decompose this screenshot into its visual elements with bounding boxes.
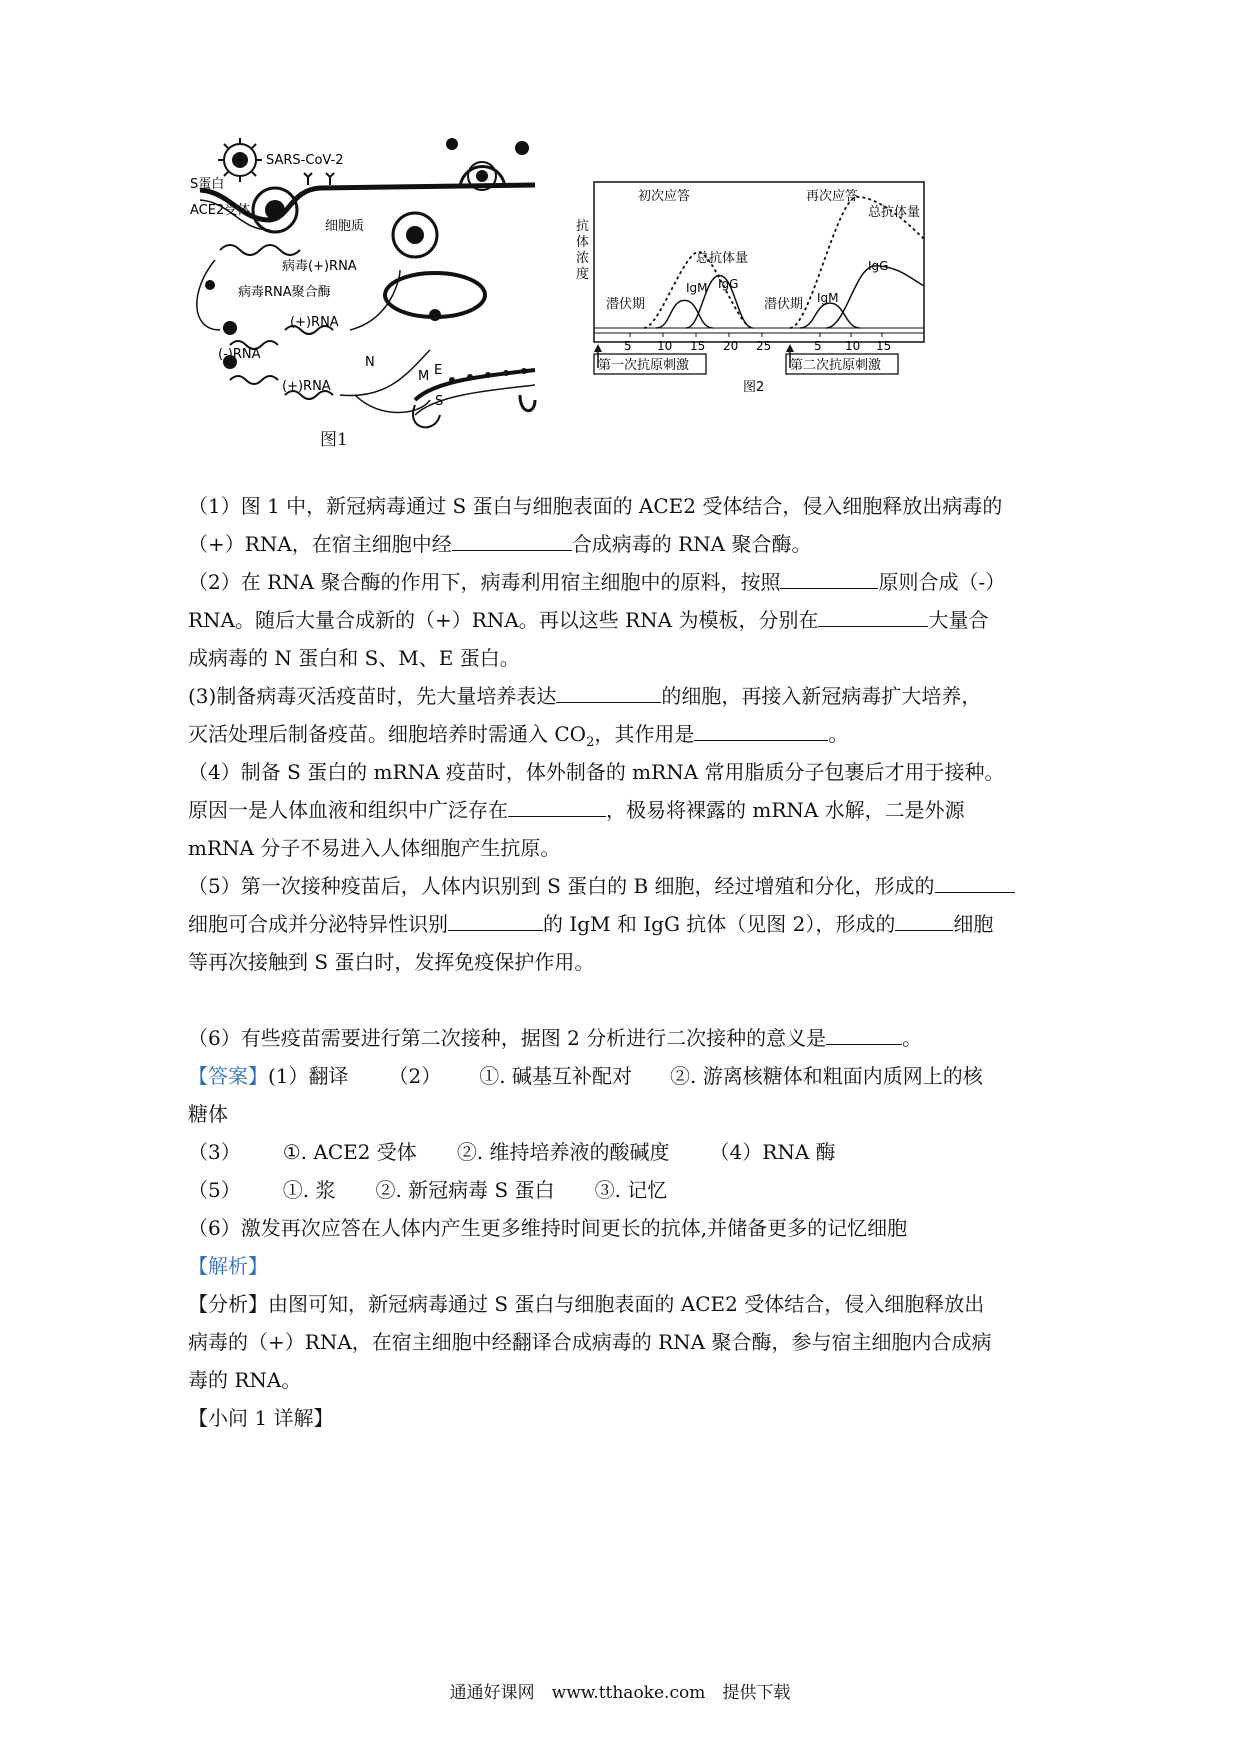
figure2-chart <box>568 170 940 400</box>
analysis-line1: 【分析】由图可知，新冠病毒通过 S 蛋白与细胞表面的 ACE2 受体结合，侵入细胞释放出 <box>188 1292 985 1316</box>
ylabel-char4: 度 <box>576 267 590 282</box>
figure1-diagram <box>190 130 550 450</box>
answer-blank[interactable] <box>780 570 878 589</box>
ylabel-char1: 抗 <box>576 219 590 234</box>
virus-icon <box>446 138 529 155</box>
q3-line2: 灭活处理后制备疫苗。细胞培养时需通入 $CO_2$，其作用是 。 <box>188 722 849 750</box>
q2-line3: 成病毒的 N 蛋白和 S、M、E 蛋白。 <box>188 646 520 670</box>
label-minus-rna: (-)RNA <box>218 347 261 362</box>
q4-line3: mRNA 分子不易进入人体细胞产生抗原。 <box>188 836 561 860</box>
q5-line1: （5）第一次接种疫苗后，人体内识别到 S 蛋白的 B 细胞，经过增殖和分化，形成的 <box>188 872 1068 900</box>
label-rna-polymerase: 病毒RNA聚合酶 <box>238 285 331 300</box>
q1-line2: （+）RNA，在宿主细胞中经 合成病毒的 RNA 聚合酶。 <box>188 532 812 556</box>
answer-blank[interactable] <box>935 874 1015 893</box>
q5-line2: 细胞可合成并分泌特异性识别 的 IgM 和 IgG 抗体（见图 2），形成的 细胞 <box>188 912 994 936</box>
label-sars: SARS-CoV-2 <box>266 153 344 168</box>
ylabel-char2: 体 <box>576 235 590 250</box>
analysis-line3: 毒的 RNA。 <box>188 1368 302 1392</box>
q6-line: （6）有些疫苗需要进行第二次接种，据图 2 分析进行二次接种的意义是 。 <box>188 1026 923 1050</box>
answer-line3: （3） ①. ACE2 受体 ②. 维持培养液的酸碱度 （4）RNA 酶 <box>188 1140 836 1164</box>
x-tick-label: 10 <box>657 339 673 353</box>
legend-igm-2: IgM <box>817 291 839 305</box>
q2-line1: （2）在 RNA 聚合酶的作用下，病毒利用宿主细胞中的原料，按照 原则合成（-） <box>188 570 1006 594</box>
label-plus-rna-2: (+)RNA <box>282 379 331 394</box>
sars-cov2-virus-icon <box>218 138 262 182</box>
q3-line1: (3)制备病毒灭活疫苗时，先大量培养表达 的细胞，再接入新冠病毒扩大培养， <box>188 684 982 708</box>
label-n: N <box>365 355 375 370</box>
page-footer: 通通好课网 www.tthaoke.com 提供下载 <box>449 1683 791 1703</box>
q4-line2: 原因一是人体血液和组织中广泛存在 ，极易将裸露的 mRNA 水解，二是外源 <box>188 798 965 822</box>
figure1-caption: 图1 <box>320 430 348 450</box>
answer-blank[interactable] <box>508 798 606 817</box>
label-ace2: ACE2受体 <box>190 203 251 218</box>
label-s-protein: S蛋白 <box>190 177 225 192</box>
sub-question-1-heading: 【小问 1 详解】 <box>188 1406 334 1430</box>
answer-blank[interactable] <box>694 722 828 741</box>
label-plus-rna: (+)RNA <box>290 315 339 330</box>
answer-line4: （5） ①. 浆 ②. 新冠病毒 S 蛋白 ③. 记忆 <box>188 1178 668 1202</box>
ylabel-char3: 浓 <box>576 251 590 266</box>
answer-blank[interactable] <box>448 912 543 931</box>
x-tick-label: 10 <box>845 339 861 353</box>
legend-total-2: 总抗体量 <box>868 205 921 220</box>
section-secondary: 再次应答 <box>806 189 859 204</box>
label-cytoplasm: 细胞质 <box>325 219 365 234</box>
x-tick-label: 25 <box>756 339 772 353</box>
label-e: E <box>434 363 443 378</box>
answer-line5: （6）激发再次应答在人体内产生更多维持时间更长的抗体,并储备更多的记忆细胞 <box>188 1216 908 1240</box>
figure2-caption: 图2 <box>743 380 765 395</box>
phase-latent-1: 潜伏期 <box>606 297 646 312</box>
series-igg-secondary <box>826 266 924 328</box>
q4-line1: （4）制备 S 蛋白的 mRNA 疫苗时，体外制备的 mRNA 常用脂质分子包裹后才用于接种。 <box>188 760 1005 784</box>
answer-blank[interactable] <box>452 532 572 551</box>
answer-blank[interactable] <box>826 1026 902 1045</box>
label-plus-rna-virus: 病毒(+)RNA <box>282 259 357 274</box>
answer-line2: 糖体 <box>188 1102 228 1126</box>
series-igm-secondary <box>800 303 860 328</box>
answer-tag: 【答案】 <box>188 1064 268 1088</box>
answer-blank[interactable] <box>556 684 661 703</box>
legend-total-1: 总抗体量 <box>696 251 749 266</box>
q2-line2: RNA。随后大量合成新的（+）RNA。再以这些 RNA 为模板，分别在 大量合 <box>188 608 989 632</box>
section-primary: 初次应答 <box>638 189 691 204</box>
answer-blank[interactable] <box>895 912 953 931</box>
stim-label-2: 第二次抗原刺激 <box>790 358 882 373</box>
x-tick-label: 15 <box>876 339 892 353</box>
q5-line3: 等再次接触到 S 蛋白时，发挥免疫保护作用。 <box>188 950 595 974</box>
x-ticks-first <box>624 333 771 353</box>
phase-latent-2: 潜伏期 <box>764 297 804 312</box>
legend-igg-1: IgG <box>718 277 739 291</box>
x-tick-label: 5 <box>814 339 822 353</box>
x-ticks-second <box>814 333 891 353</box>
label-m: M <box>418 369 430 384</box>
x-tick-label: 20 <box>723 339 739 353</box>
answer-blank[interactable] <box>818 608 928 627</box>
analysis-tag: 【解析】 <box>188 1254 268 1278</box>
answer-line1: 【答案】(1）翻译 （2） ①. 碱基互补配对 ②. 游离核糖体和粗面内质网上的核 <box>188 1064 983 1088</box>
legend-igm-1: IgM <box>686 281 708 295</box>
x-tick-label: 5 <box>624 339 632 353</box>
x-tick-label: 15 <box>690 339 706 353</box>
q1-line1: （1）图 1 中，新冠病毒通过 S 蛋白与细胞表面的 ACE2 受体结合，侵入细胞释放出病毒的 <box>188 494 1003 518</box>
legend-igg-2: IgG <box>868 259 889 273</box>
analysis-line2: 病毒的（+）RNA，在宿主细胞中经翻译合成病毒的 RNA 聚合酶，参与宿主细胞内合成病 <box>188 1330 992 1354</box>
label-s: S <box>435 394 444 409</box>
stim-label-1: 第一次抗原刺激 <box>598 358 690 373</box>
